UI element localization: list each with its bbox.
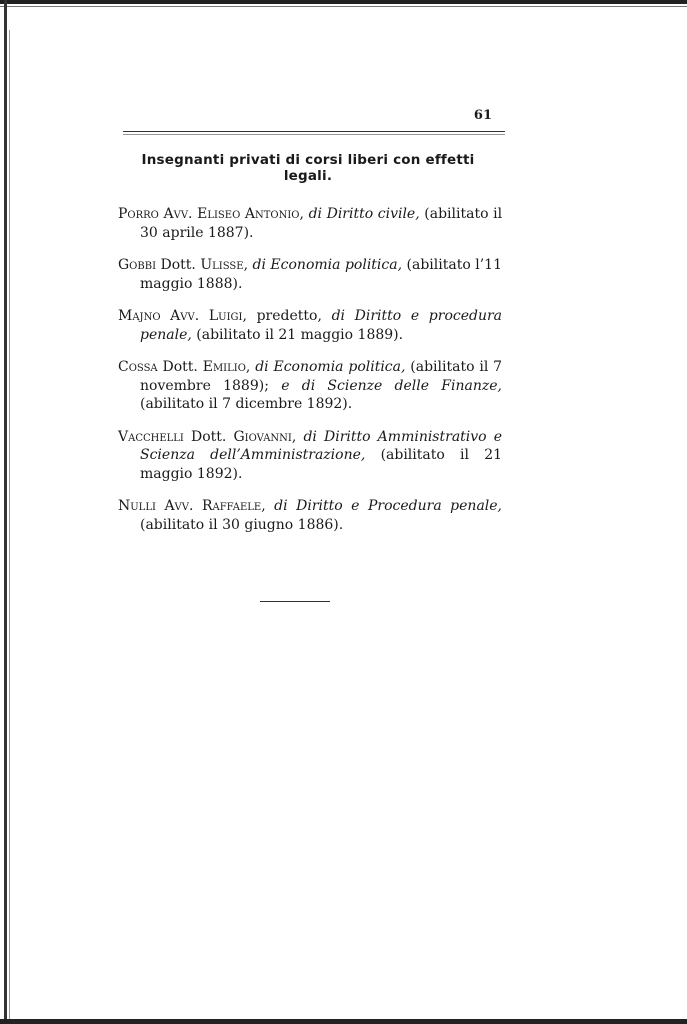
page-number: 61 xyxy=(473,108,492,123)
entry-qualification: (abilitato il 21 maggio 1889). xyxy=(196,326,404,343)
entry-title: Avv. xyxy=(170,308,200,324)
scan-bottom-border xyxy=(0,1019,687,1024)
entry-subject: di Diritto e Procedura penale, xyxy=(274,498,502,514)
list-item xyxy=(118,307,502,344)
section-end-rule xyxy=(260,601,330,602)
entry-qualification-secondary: (abilitato il 7 dicembre 1892). xyxy=(140,396,353,412)
entry-given-name: Emilio, xyxy=(202,359,251,375)
entry-surname: Nulli xyxy=(118,498,156,514)
entry-surname: Gobbi xyxy=(118,257,157,273)
entry-subject: di Economia politica, xyxy=(255,359,406,375)
entry-title: Dott. xyxy=(160,257,196,273)
list-item xyxy=(118,358,502,414)
entry-surname: Cossa xyxy=(118,359,158,375)
entry-given-name: Luigi, xyxy=(208,308,247,324)
entry-subject: di Economia politica, xyxy=(252,257,403,273)
entry-title: Dott. xyxy=(191,428,227,445)
section-heading: Insegnanti privati di corsi liberi con effetti legali. xyxy=(141,152,475,184)
entry-surname: Vacchelli xyxy=(118,428,184,445)
entry-title: Avv. xyxy=(164,498,194,514)
entry-given-name: Eliseo Antonio, xyxy=(197,206,304,222)
entry-surname: Porro xyxy=(118,206,159,222)
entry-title: Dott. xyxy=(162,359,198,375)
list-item xyxy=(118,428,502,484)
entry-subject: di Diritto Amministrativo e Scienza dell’Amministrazione, xyxy=(140,428,503,463)
entry-note: predetto, xyxy=(256,308,322,324)
entry-given-name: Raffaele, xyxy=(201,498,266,514)
entry-subject-secondary: e di Scienze delle Finanze, xyxy=(281,377,502,394)
scan-top-border-thin xyxy=(0,6,687,7)
entry-qualification: (abilitato il 30 aprile 1887). xyxy=(140,206,503,241)
entry-list xyxy=(118,191,502,534)
entry-qualification: (abilitato il 30 giugno 1886). xyxy=(140,516,344,533)
list-item xyxy=(118,256,502,293)
entry-surname: Majno xyxy=(118,308,161,324)
entry-given-name: Giovanni, xyxy=(233,428,297,445)
list-item xyxy=(118,205,502,242)
entry-qualification: (abilitato il 7 novembre 1889); xyxy=(140,359,503,394)
entry-given-name: Ulisse, xyxy=(200,257,249,273)
scan-left-edge-thin xyxy=(9,30,10,1020)
header-rule-thin xyxy=(123,134,505,135)
list-item xyxy=(118,497,502,534)
entry-title: Avv. xyxy=(163,206,193,222)
header-rule xyxy=(123,131,505,132)
entry-subject: di Diritto e procedura penale, xyxy=(140,308,503,343)
scan-top-border xyxy=(0,0,687,4)
scan-left-edge xyxy=(4,0,7,1024)
entry-qualification: (abilitato l’11 maggio 1888). xyxy=(140,257,502,292)
entry-subject: di Diritto civile, xyxy=(308,206,420,222)
entry-qualification: (abilitato il 21 maggio 1892). xyxy=(140,447,503,482)
